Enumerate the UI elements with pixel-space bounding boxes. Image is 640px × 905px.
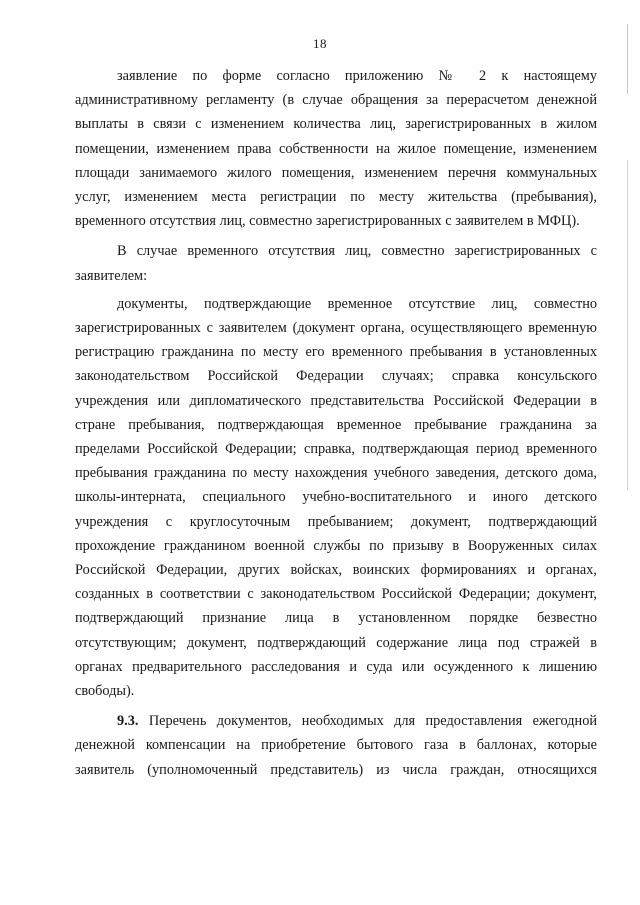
- paragraph-section-9-3: [75, 709, 597, 782]
- paragraph-application-form: заявление по форме согласно приложению № 2 к настоящему административному регламенту (в случае обращения за перерасчетом денежной выплаты в связи с изменением количества лиц, зарегистрированных в жилом помещении, изменением права собственности на жилое помещение, изменением площади занимаемого жилого помещения, изменением перечня коммунальных услуг, изменением места регистрации по месту жительства (пребывания), временного отсутствия лиц, совместно зарегистрированных с заявителем в МФЦ).: [75, 68, 597, 230]
- scan-edge-mark-middle: [627, 160, 628, 490]
- document-body: [75, 64, 597, 788]
- paragraph-temporary-absence-intro: В случае временного отсутствия лиц, совместно зарегистрированных с заявителем:: [75, 243, 597, 284]
- section-9-3-text: Перечень документов, необходимых для предоставления ежегодной денежной компенсации на приобретение бытового газа в баллонах, которые заявитель (уполномоченный представитель) из числа граждан, относящихся: [75, 713, 597, 778]
- page-number: 18: [313, 36, 327, 51]
- section-number: 9.3.: [117, 713, 139, 730]
- scan-edge-mark-top: [627, 24, 628, 94]
- paragraph-absence-documents: документы, подтверждающие временное отсутствие лиц, совместно зарегистрированных с заявителем (документ органа, осуществляющего временную регистрацию гражданина по месту его временного пребывания в установленных законодательством Российской Федерации случаях; справка консульского учреждения или дипломатического представительства Российской Федерации в стране пребывания, подтверждающая временное пребывание гражданина за пределами Российской Федерации; справка, подтверждающая период временного пребывания гражданина по месту нахождения учебного заведения, детского дома, школы-интерната, специального учебно-воспитательного и иного детского учреждения с круглосуточным пребыванием; документ, подтверждающий прохождение гражданином военной службы по призыву в Вооруженных силах Российской Федерации, других войсках, воинских формированиях и органах, созданных в соответствии с законодательством Российской Федерации; документ, подтверждающий признание лица в установленном порядке безвестно отсутствующим; документ, подтверждающий содержание лица под стражей в органах предварительного расследования и суда или осужденного к лишению свободы).: [75, 295, 597, 700]
